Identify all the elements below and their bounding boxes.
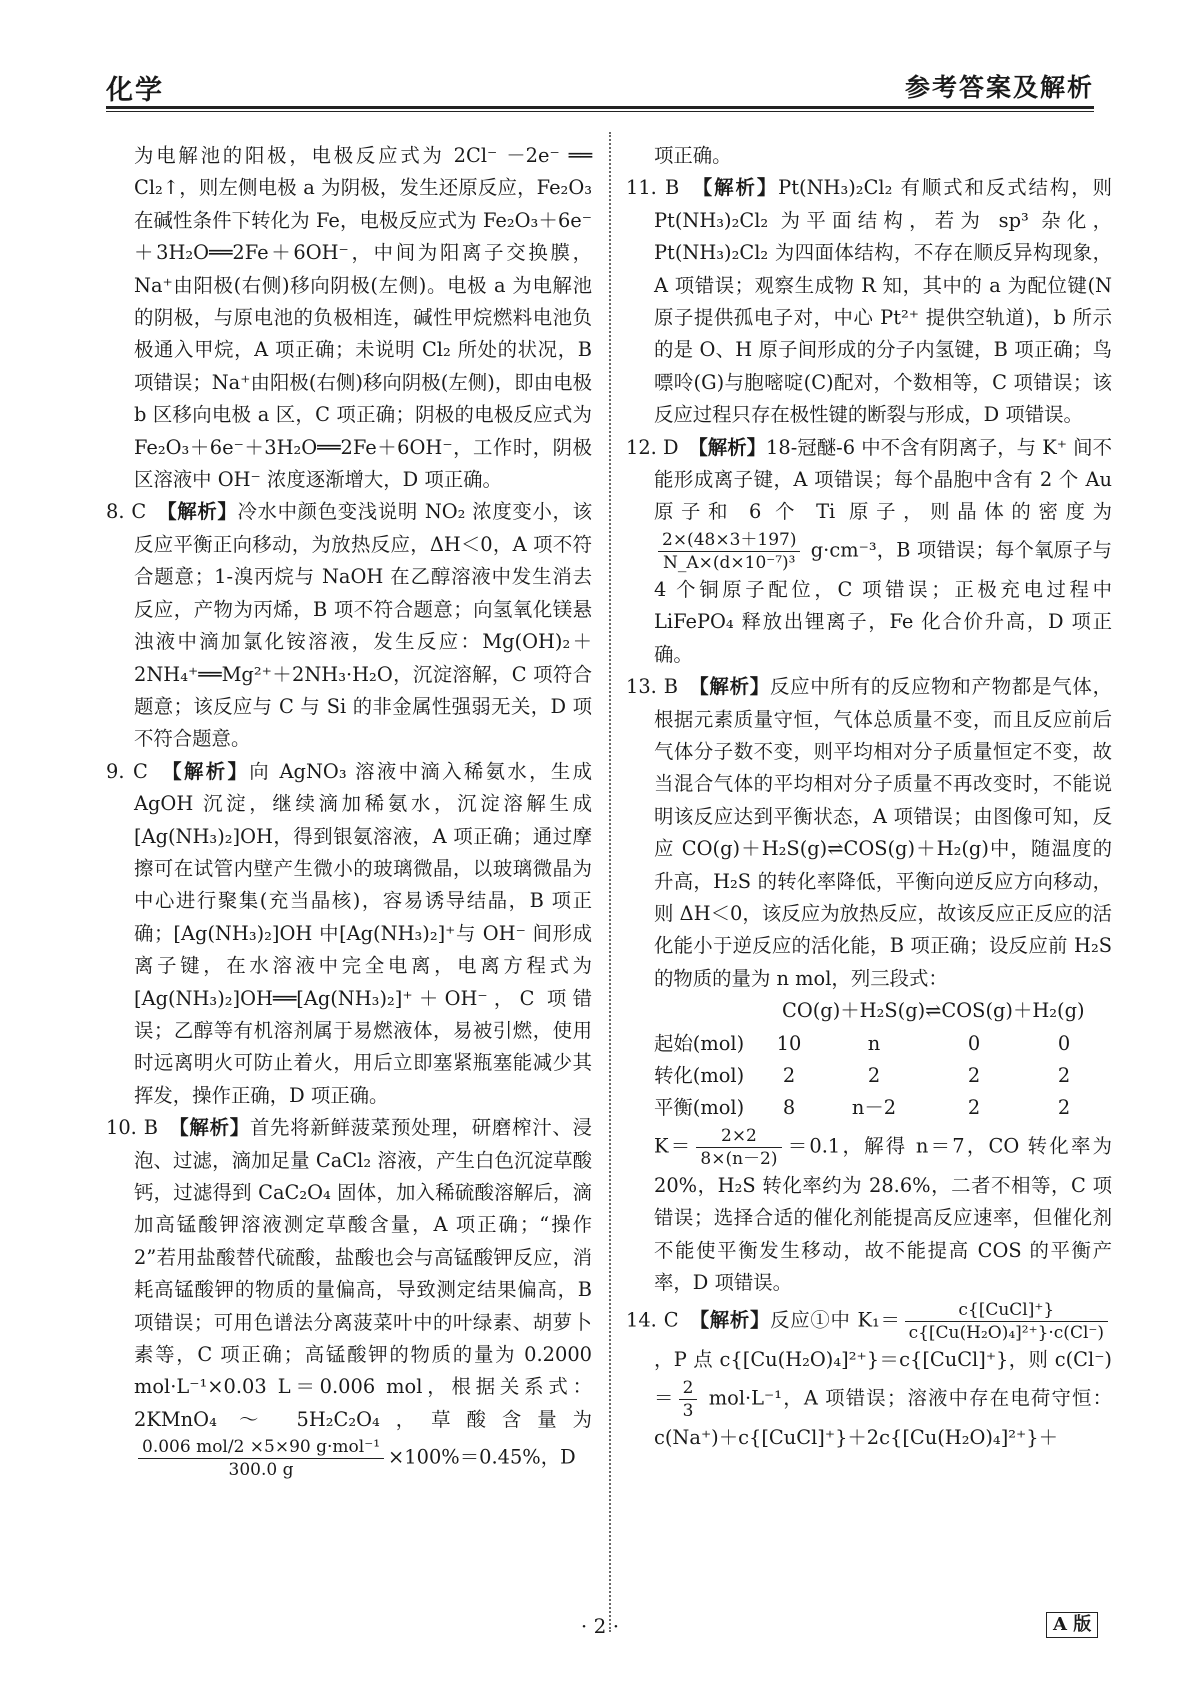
stage-value: 2 [1057,1096,1071,1120]
stage-value: 0 [967,1031,981,1055]
subject-title: 化学 [106,75,164,106]
answer-text: ＝0.1，解得 n＝7，CO 转化率为 20%，H₂S 转化率约为 28.6%，二者不相等，C 项错误；选择合适的催化剂能提高反应速率，但催化剂不能使平衡发生移动，故不能提高 COS 的平衡产率，D 项错误。 [654,1134,1112,1294]
stage-value: 2 [782,1063,796,1087]
stage-value: 8 [782,1096,796,1120]
stage-value: 2 [967,1063,981,1087]
header-rule [106,106,1094,109]
k-fraction [696,1125,781,1170]
stage-row-initial [654,1028,1112,1060]
stage-label: 转化(mol) [654,1063,745,1087]
answer-text: 反应中所有的反应物和产物都是气体，根据元素质量守恒，气体总质量不变，而且反应前后气体分子数不变，则平均相对分子质量恒定不变，故当混合气体的平均相对分子质量不再改变时，不能说明该反应达到平衡状态，A 项错误；由图像可知，反应 CO(g)＋H₂S(g)⇌COS(g)＋H₂(g)中，随温度的升高，H₂S 的转化率降低，平衡向逆反应方向移动，则 ΔH＜0，该反应为放热反应，故该反应正反应的活化能小于逆反应的活化能，B 项正确；设反应前 H₂S 的物质的量为 n mol，列三段式： [654,675,1112,990]
fraction-denominator: 3 [682,1400,694,1421]
left-column [106,140,592,1481]
answer-text: 项正确。 [654,144,732,167]
stage-value: 2 [967,1096,981,1120]
answer-label: 12. D [626,435,699,459]
answer-12 [626,432,1112,671]
density-fraction [658,529,800,574]
answer-8 [106,496,592,755]
fraction-denominator: N_A×(d×10⁻⁷)³ [662,552,796,573]
answer-label: 14. C [626,1308,700,1332]
stage-value: 2 [867,1063,881,1087]
stage-value: n [867,1031,881,1055]
answer-9 [106,756,592,1112]
stage-label: 平衡(mol) [654,1096,745,1120]
stage-row-equilibrium [654,1092,1112,1124]
concentration-fraction [679,1377,698,1422]
answer-text-tail: ×100%＝0.45%，D [388,1445,576,1469]
fraction-numerator: 2 [679,1377,698,1400]
answer-text: mol·L⁻¹，A 项错误；溶液中存在电荷守恒：c(Na⁺)＋c{[CuCl]⁺}＋2c{[Cu(H₂O)₄]²⁺}＋ [654,1386,1112,1449]
answer-label: 13. B [626,675,699,699]
answer-text: Pt(NH₃)₂Cl₂ 有顺式和反式结构，则 Pt(NH₃)₂Cl₂ 为平面结构，若为 sp³ 杂化，Pt(NH₃)₂Cl₂ 为四面体结构，不存在顺反异构现象，A 项错误；观察生成物 R 知，其中的 a 为配位键(N 原子提供孤电子对，中心 Pt²⁺ 提供空轨道)，b 所示的是 O、H 原子间形成的分子内氢键，B 项正确；鸟嘌呤(G)与胞嘧啶(C)配对，个数相等，C 项错误；该反应过程只存在极性键的断裂与形成，D 项错误。 [654,176,1112,427]
stage-value: 10 [776,1031,802,1055]
fraction-numerator: 2×2 [696,1125,781,1148]
answer-14 [626,1299,1112,1454]
answer-label: 10. B [106,1116,179,1140]
answer-text: g·cm⁻³，B 项错误；每个氧原子与 4 个铜原子配位，C 项错误；正极充电过程中 LiFePO₄ 释放出锂离子，Fe 化合价升高，D 项正确。 [654,538,1112,666]
fraction-denominator: 8×(n－2) [700,1148,778,1169]
answer-7-continued [106,140,592,496]
answer-11 [626,172,1112,431]
answer-label: 9. C [106,759,172,783]
analysis-tag: 【解析】 [178,1116,250,1140]
answer-label: 11. B [626,176,703,200]
stage-value: 0 [1057,1031,1071,1055]
answer-text: 反应①中 K₁＝ [770,1308,901,1332]
stage-label: 起始(mol) [654,1031,745,1055]
answer-13 [626,671,1112,1125]
analysis-tag: 【解析】 [702,176,779,200]
analysis-tag: 【解析】 [171,759,250,783]
answer-label: 8. C [106,500,167,524]
section-title: 参考答案及解析 [904,73,1094,102]
analysis-tag: 【解析】 [166,500,238,524]
column-divider [609,132,611,1632]
stage-row-change [654,1060,1112,1092]
answer-text: 冷水中颜色变浅说明 NO₂ 浓度变小，该反应平衡正向移动，为放热反应，ΔH＜0，A 项不符合题意；1-溴丙烷与 NaOH 在乙醇溶液中发生消去反应，产物为丙烯，B 项不符合题意；向氢氧化镁悬浊液中滴加氯化铵溶液，发生反应：Mg(OH)₂＋2NH₄⁺══Mg²⁺＋2NH₃·H₂O，沉淀溶解，C 项符合题意；该反应与 C 与 Si 的非金属性强弱无关，D 项不符合题意。 [134,500,592,751]
answer-10 [106,1112,592,1481]
fraction-denominator: 300.0 g [228,1460,294,1481]
fraction-denominator: c{[Cu(H₂O)₄]²⁺}·c(Cl⁻) [908,1323,1104,1344]
header-rule-thin [106,111,1094,112]
page-header [106,68,1094,112]
answer-text: 向 AgNO₃ 溶液中滴入稀氨水，生成 AgOH 沉淀，继续滴加稀氨水，沉淀溶解生成[Ag(NH₃)₂]OH，得到银氨溶液，A 项正确；通过摩擦可在试管内壁产生微小的玻璃微晶，以玻璃微晶为中心进行聚集(充当晶核)，容易诱导结晶，B 项正确；[Ag(NH₃)₂]OH 中[Ag(NH₃)₂]⁺与 OH⁻ 间形成离子键，在水溶液中完全电离，电离方程式为[Ag(NH₃)₂]OH══[Ag(NH₃)₂]⁺＋OH⁻，C 项错误；乙醇等有机溶剂属于易燃液体，易被引燃，使用时远离明火可防止着火，用后立即塞紧瓶塞能减少其挥发，操作正确，D 项正确。 [134,759,592,1107]
right-column [626,140,1112,1454]
fraction-numerator: c{[CuCl]⁺} [905,1299,1108,1322]
fraction-numerator: 2×(48×3＋197) [658,529,800,552]
page-number: · 2 · [580,1614,620,1638]
answer-10-end [626,140,1112,172]
answer-text: ，P 点 c{[Cu(H₂O)₄]²⁺}＝c{[CuCl]⁺}，则 c(Cl⁻)＝ [654,1348,1112,1410]
stage-value: n－2 [851,1096,897,1120]
answer-text: 18-冠醚-6 中不含有阴离子，与 K⁺ 间不能形成离子键，A 项错误；每个晶胞中含有 2 个 Au 原子和 6 个 Ti 原子，则晶体的密度为 [654,435,1112,524]
equilibrium-equation: CO(g)＋H₂S(g)⇌COS(g)＋H₂(g) [782,999,1085,1023]
equilibrium-constant-text [626,1125,1112,1300]
k1-fraction [905,1299,1108,1344]
k-prefix: K＝ [654,1134,693,1158]
answer-text: 首先将新鲜菠菜预处理，研磨榨汁、浸泡、过滤，滴加足量 CaCl₂ 溶液，产生白色沉淀草酸钙，过滤得到 CaC₂O₄ 固体，加入稀硫酸溶解后，滴加高锰酸钾溶液测定草酸含量，A 项正确；“操作 2”若用盐酸替代硫酸，盐酸也会与高锰酸钾反应，消耗高锰酸钾的物质的量偏高，导致测定结果偏高，B 项错误；可用色谱法分离菠菜叶中的叶绿素、胡萝卜素等，C 项正确；高锰酸钾的物质的量为 0.2000 mol·L⁻¹×0.03 L＝0.006 mol，根据关系式：2KMnO₄ ～ 5H₂C₂O₄，草酸含量为 [134,1116,592,1431]
edition-badge: A 版 [1046,1612,1098,1638]
answer-text: 为电解池的阳极，电极反应式为 2Cl⁻ －2e⁻ ══ Cl₂↑，则左侧电极 a 为阴极，发生还原反应，Fe₂O₃ 在碱性条件下转化为 Fe，电极反应式为 Fe₂O₃＋6e⁻＋3H₂O══2Fe＋6OH⁻，中间为阳离子交换膜，Na⁺由阳极(右侧)移向阴极(左侧)。电极 a 为电解池的阴极，与原电池的负极相连，碱性甲烷燃料电池负极通入甲烷，A 项正确；未说明 Cl₂ 所处的状况，B 项错误；Na⁺由阳极(右侧)移向阴极(左侧)，即由电极 b 区移向电极 a 区，C 项正确；阴极的电极反应式为 Fe₂O₃＋6e⁻＋3H₂O══2Fe＋6OH⁻，工作时，阴极区溶液中 OH⁻ 浓度逐渐增大，D 项正确。 [134,144,592,492]
stage-value: 2 [1057,1063,1071,1087]
analysis-tag: 【解析】 [698,435,767,459]
fraction-numerator: 0.006 mol/2 ×5×90 g·mol⁻¹ [138,1436,384,1459]
content-fraction [138,1436,384,1481]
analysis-tag: 【解析】 [699,1308,771,1332]
analysis-tag: 【解析】 [698,675,770,699]
